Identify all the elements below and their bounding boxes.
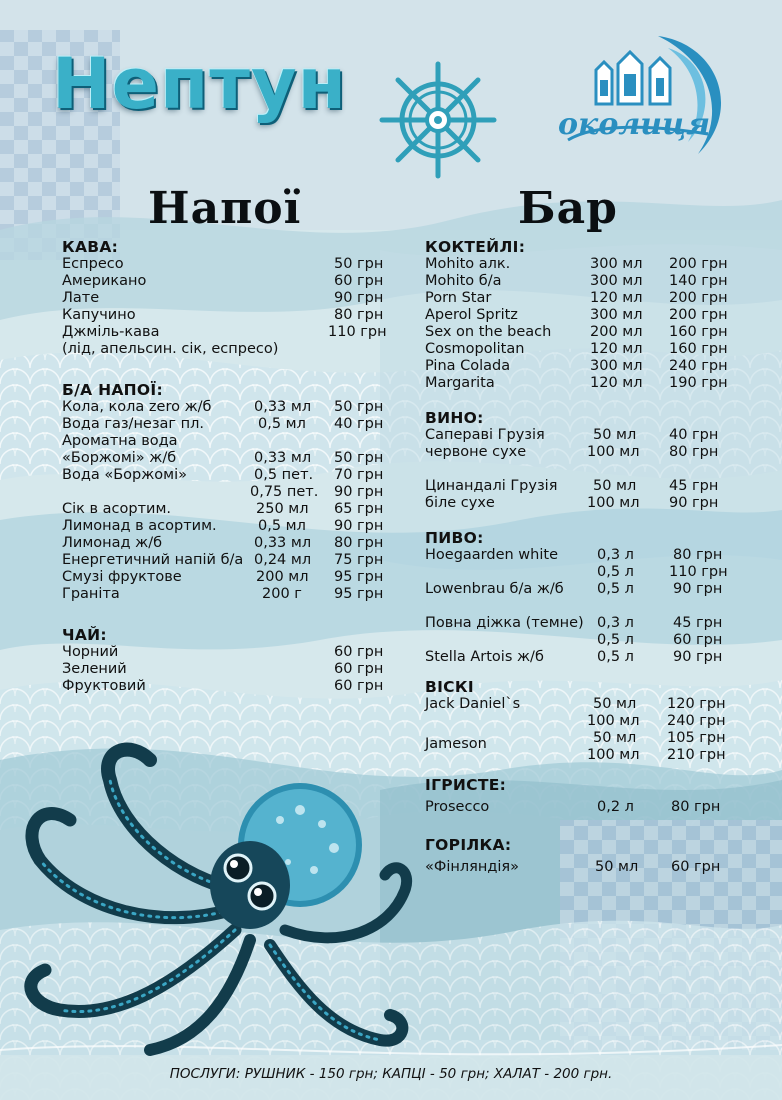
menu-item: Сік в асортим. 250 мл 65 грн [62, 501, 384, 517]
menu-item: Lowenbrau б/а ж/б 0,5 л 90 грн [425, 581, 723, 597]
menu-item: Лимонад ж/б 0,33 мл 80 грн [62, 535, 384, 551]
menu-item: Джміль-кава 110 грн [62, 324, 387, 340]
menu-item: Сапераві Грузія 50 мл 40 грн [425, 427, 719, 443]
menu-item: Вода газ/незаг пл. 0,5 мл 40 грн [62, 416, 384, 432]
menu-item: Hoegaarden white 0,3 л 80 грн [425, 547, 723, 563]
menu-item: Американо 60 грн [62, 273, 384, 289]
menu-item: Jack Daniel`s 50 мл 120 грн [425, 696, 726, 712]
menu-item: Енергетичний напій б/а 0,24 мл 75 грн [62, 552, 384, 568]
ship-wheel-icon [378, 58, 498, 182]
menu-item: Еспресо 50 грн [62, 256, 384, 272]
menu-item: Sex on the beach 200 мл 160 грн [425, 324, 728, 340]
menu-item: Зелений 60 грн [62, 661, 384, 677]
menu-item: Porn Star 120 мл 200 грн [425, 290, 728, 306]
services-footer: ПОСЛУГИ: РУШНИК - 150 грн; КАПЦІ - 50 грн; ХАЛАТ - 200 грн. [169, 1066, 613, 1082]
heading-drinks: Напої [148, 183, 302, 234]
section-title-whisky: ВІСКІ [425, 678, 474, 696]
okolytsia-logo [538, 30, 738, 170]
menu-item: Повна діжка (темне) 0,3 л 45 грн [425, 615, 723, 631]
menu-item: біле сухе 100 мл 90 грн [425, 495, 719, 511]
menu-item: Смузі фруктове 200 мл 95 грн [62, 569, 384, 585]
menu-item: Jameson 50 мл 105 грн [425, 730, 726, 752]
menu-item: Pina Colada 300 мл 240 грн [425, 358, 728, 374]
menu-item: Капучино 80 грн [62, 307, 384, 323]
menu-item: Margarita 120 мл 190 грн [425, 375, 728, 391]
brand-title: Нептун [52, 43, 347, 125]
menu-item: Лимонад в асортим. 0,5 мл 90 грн [62, 518, 384, 534]
menu-item: Prosecco 0,2 л 80 грн [425, 799, 721, 815]
menu-item: 0,75 пет. 90 грн [250, 484, 384, 500]
menu-item: 0,5 л 60 грн [597, 632, 723, 648]
section-title-sparkling: ІГРИСТЕ: [425, 776, 507, 794]
menu-item: Лате 90 грн [62, 290, 384, 306]
octopus-illustration [0, 740, 420, 1060]
menu-item: Mohito алк. 300 мл 200 грн [425, 256, 728, 272]
menu-item: 0,5 л 110 грн [597, 564, 728, 580]
drinks-menu [62, 238, 392, 695]
menu-item: Граніта 200 г 95 грн [62, 586, 384, 602]
menu-item: червоне сухе 100 мл 80 грн [425, 444, 719, 460]
menu-item: «Боржомі» ж/б 0,33 мл 50 грн [62, 450, 384, 466]
section-title-beer: ПИВО: [425, 529, 484, 547]
menu-item: «Фінляндія» 50 мл 60 грн [425, 859, 721, 875]
menu-item: Чорний 60 грн [62, 644, 384, 660]
section-title-soft-drinks: Б/А НАПОЇ: [62, 381, 163, 399]
heading-bar: Бар [518, 183, 618, 234]
menu-item: Фруктовий 60 грн [62, 678, 384, 694]
menu-note: (лід, апельсин. сік, еспресо) [62, 341, 279, 357]
menu-item: Вода «Боржомі» 0,5 пет. 70 грн [62, 467, 384, 483]
bar-menu [425, 238, 745, 876]
section-title-cocktails: КОКТЕЙЛІ: [425, 238, 526, 256]
menu-item: Cosmopolitan 120 мл 160 грн [425, 341, 728, 357]
menu-item: Mohito б/а 300 мл 140 грн [425, 273, 728, 289]
menu-item: Stella Artois ж/б 0,5 л 90 грн [425, 649, 723, 665]
section-title-wine: ВИНО: [425, 409, 484, 427]
menu-item: Цинандалі Грузія 50 мл 45 грн [425, 478, 719, 494]
menu-item: Ароматна вода [62, 433, 178, 449]
menu-item: 100 мл 210 грн [587, 747, 726, 763]
section-title-vodka: ГОРІЛКА: [425, 836, 512, 854]
section-title-coffee: КАВА: [62, 238, 119, 256]
section-title-tea: ЧАЙ: [62, 626, 107, 644]
menu-item: Aperol Spritz 300 мл 200 грн [425, 307, 728, 323]
whisky-jameson: Jameson [425, 736, 487, 752]
logo-text: околиця [558, 107, 711, 142]
menu-item: Кола, кола zero ж/б 0,33 мл 50 грн [62, 399, 384, 415]
menu-item: 100 мл 240 грн [587, 713, 726, 729]
